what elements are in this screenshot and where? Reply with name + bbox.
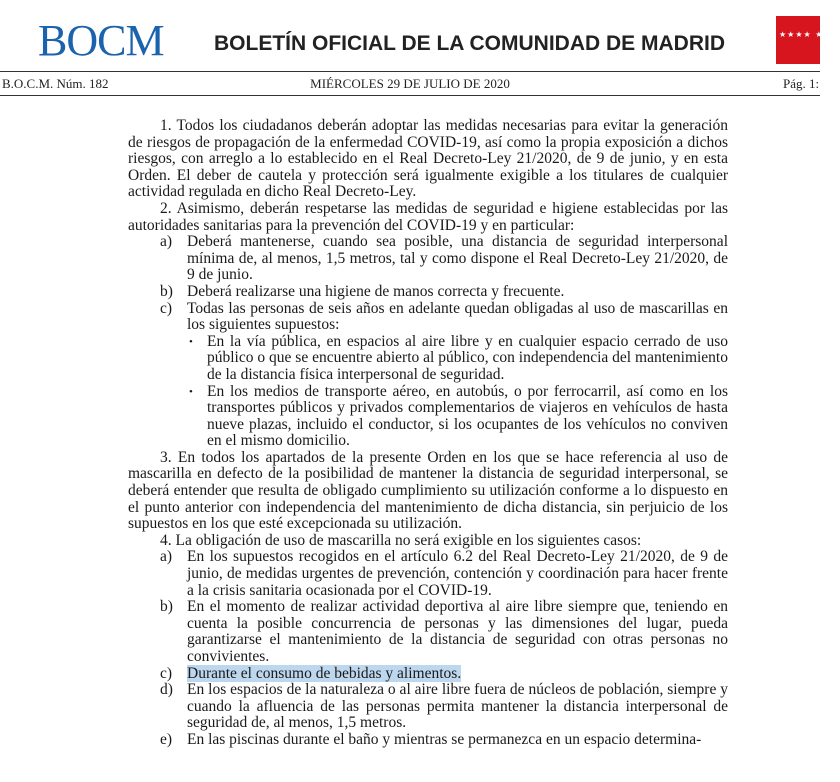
bullet-icon: • — [189, 385, 193, 398]
masthead — [0, 0, 840, 76]
bullet-item — [128, 334, 728, 384]
bullet-text: En la vía pública, en espacios al aire libre y en cualquier espacio cerrado de uso público o que se encuentre abierto al público, con independencia del mantenimiento de la distancia física interpersonal de seguridad. — [207, 332, 728, 383]
issue-date: MIÉRCOLES 29 DE JULIO DE 2020 — [310, 76, 510, 91]
list-item-text: En el momento de realizar actividad deportiva al aire libre siempre que, teniendo en cuenta la posible concurrencia de personas y las dimensiones del lugar, pueda garantizarse el mantenimiento de la distancia de seguridad con otras personas no convivientes. — [187, 598, 728, 665]
list-marker: c) — [160, 664, 173, 682]
header-rule — [0, 71, 820, 72]
list-item — [128, 682, 728, 732]
document-body — [128, 118, 728, 749]
list-item — [128, 284, 728, 301]
list-item-text: En los supuestos recogidos en el artículo 6.2 del Real Decreto-Ley 21/2020, de 9 de junio, de medidas urgentes de prevención, contención y coordinación para hacer frente a la crisis sanitaria ocasionada por el COVID-19. — [187, 548, 728, 599]
issue-info-bar — [0, 75, 820, 93]
list-item — [128, 301, 728, 334]
madrid-flag-icon — [776, 16, 840, 64]
list-marker: b) — [160, 598, 173, 616]
list-item-text: En las piscinas durante el baño y mientras se permanezca en un espacio determina- — [187, 730, 702, 748]
info-rule — [0, 95, 820, 96]
list-marker: b) — [160, 282, 173, 300]
list-marker: a) — [160, 233, 173, 251]
bullet-text: En los medios de transporte aéreo, en autobús, o por ferrocarril, así como en los transportes públicos y privados complementarios de viajeros en vehículos de hasta nueve plazas, incluido el conductor, si los ocupantes de los vehículos no conviven en el mismo domicilio. — [207, 382, 728, 450]
list-item-text: En los espacios de la naturaleza o al aire libre fuera de núcleos de población, siempre y cuando la afluencia de las personas permita mantener la distancia interpersonal de seguridad de, al menos, 1,5 metros. — [187, 681, 728, 732]
list-item-text: Todas las personas de seis años en adelante quedan obligadas al uso de mascarillas en los siguientes supuestos: — [187, 299, 728, 334]
paragraph-3: 3. En todos los apartados de la presente Orden en los que se hace referencia al uso de mascarilla en defecto de la posibilidad de mantener la distancia de seguridad interpersonal, se deberá entender que resulta de obligado cumplimiento su utilización conforme a lo dispuesto en el punto anterior con independencia del mantenimiento de dicha distancia, sin perjuicio de los supuestos en los que esté excepcionada su utilización. — [128, 448, 728, 533]
flag-stars: ★★★★ ★★★ — [779, 30, 840, 39]
bullet-item — [128, 384, 728, 450]
list-item — [128, 234, 728, 284]
paragraph-1: 1. Todos los ciudadanos deberán adoptar las medidas necesarias para evitar la generación de riesgos de propagación de la enfermedad COVID-19, así como la propia exposición a dichos riesgos, con arreglo a lo establecido en el Real Decreto-Ley 21/2020, de 9 de junio, y en esta Orden. El deber de cautela y protección será igualmente exigible a los titulares de cualquier actividad regulada en dicho Real Decreto-Ley. — [128, 117, 728, 201]
issue-number: B.O.C.M. Núm. 182 — [2, 76, 109, 91]
page-number: Pág. 1: — [783, 76, 820, 91]
bullet-icon: • — [189, 335, 193, 348]
list-item — [128, 549, 728, 599]
list-marker: d) — [160, 681, 173, 699]
gazette-title: BOLETÍN OFICIAL DE LA COMUNIDAD DE MADRID — [214, 32, 725, 55]
list-item — [128, 599, 728, 665]
list-marker: e) — [160, 730, 173, 748]
list-item-text: Deberá realizarse una higiene de manos correcta y frecuente. — [187, 282, 565, 300]
bocm-logo: BOCM — [38, 16, 164, 65]
list-marker: c) — [160, 299, 173, 317]
list-marker: a) — [160, 548, 173, 566]
paragraph-2: 2. Asimismo, deberán respetarse las medidas de seguridad e higiene establecidas por las autoridades sanitarias para la prevención del COVID-19 y en particular: — [128, 199, 728, 234]
paragraph-4: 4. La obligación de uso de mascarilla no será exigible en los siguientes casos: — [160, 531, 642, 549]
list-item-text: Deberá mantenerse, cuando sea posible, una distancia de seguridad interpersonal mínima de, al menos, 1,5 metros, tal y como dispone el Real Decreto-Ley 21/2020, de 9 de junio. — [187, 233, 728, 284]
list-item — [128, 666, 728, 683]
list-item — [128, 732, 728, 749]
highlighted-selection[interactable]: Durante el consumo de bebidas y alimentos. — [187, 664, 462, 682]
